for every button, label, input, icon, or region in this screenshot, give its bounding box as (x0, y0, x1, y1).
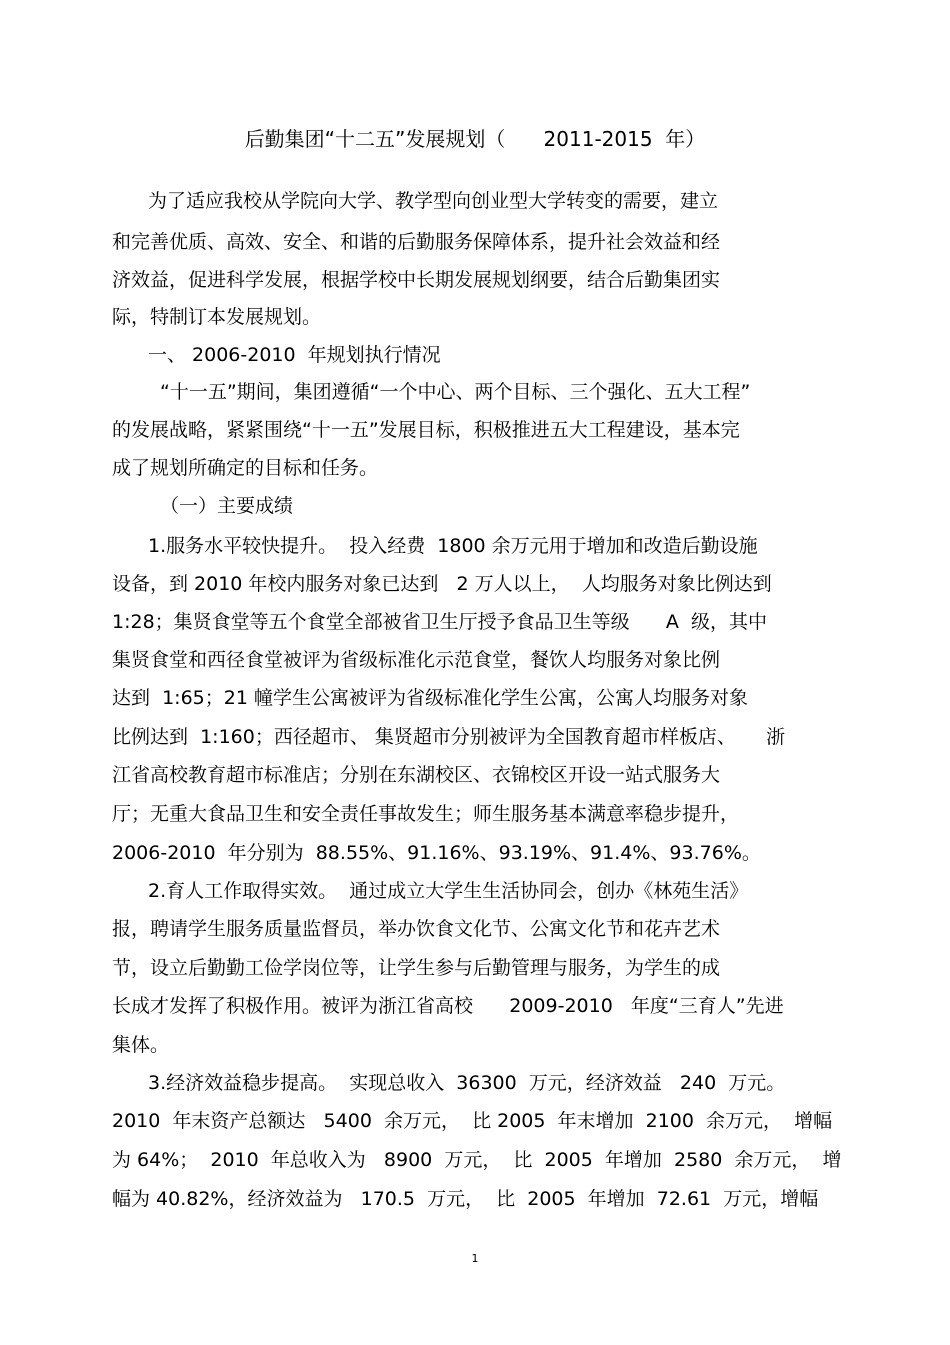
paragraph-line: 幅为 40.82%，经济效益为 170.5 万元， 比 2005 年增加 72.61 万元，增幅 (112, 1188, 819, 1210)
paragraph-line: 的发展战略，紧紧围绕“十一五”发展目标，积极推进五大工程建设，基本完 (112, 419, 740, 441)
paragraph-line: 江省高校教育超市标准店；分别在东湖校区、衣锦校区开设一站式服务大 (112, 764, 721, 786)
paragraph-line: 达到 1:65；21 幢学生公寓被评为省级标准化学生公寓，公寓人均服务对象 (112, 687, 748, 709)
paragraph-line: 集贤食堂和西径食堂被评为省级标准化示范食堂，餐饮人均服务对象比例 (112, 649, 721, 671)
paragraph-line: 1.服务水平较快提升。 投入经费 1800 余万元用于增加和改造后勤设施 (148, 535, 758, 557)
paragraph-line: 厅；无重大食品卫生和安全责任事故发生；师生服务基本满意率稳步提升， (112, 803, 740, 825)
document-title: 后勤集团“十二五”发展规划（ 2011-2015 年） (244, 127, 706, 151)
paragraph-line: 比例达到 1:160；西径超市、 集贤超市分别被评为全国教育超市样板店、 浙 (112, 726, 786, 748)
paragraph-line: 1:28；集贤食堂等五个食堂全部被省卫生厅授予食品卫生等级 A 级，其中 (112, 611, 767, 633)
paragraph-line: 长成才发挥了积极作用。被评为浙江省高校 2009-2010 年度“三育人”先进 (112, 995, 784, 1017)
paragraph-line: 集体。 (112, 1034, 170, 1056)
section-heading: 一、 2006-2010 年规划执行情况 (148, 344, 441, 366)
paragraph-line: 为 64%； 2010 年总收入为 8900 万元， 比 2005 年增加 2580 余万元， 增 (112, 1149, 842, 1171)
page-number: 1 (471, 1252, 479, 1265)
paragraph-line: 3.经济效益稳步提高。 实现总收入 36300 万元，经济效益 240 万元。 (148, 1072, 786, 1094)
paragraph-line: 际，特制订本发展规划。 (112, 306, 322, 328)
subsection-heading: （一）主要成绩 (160, 495, 294, 517)
paragraph-line: 济效益，促进科学发展，根据学校中长期发展规划纲要，结合后勤集团实 (112, 269, 721, 291)
paragraph-line: 为了适应我校从学院向大学、教学型向创业型大学转变的需要，建立 (148, 190, 719, 212)
paragraph-line: 和完善优质、高效、安全、和谐的后勤服务保障体系，提升社会效益和经 (112, 231, 721, 253)
paragraph-line: 设备，到 2010 年校内服务对象已达到 2 万人以上， 人均服务对象比例达到 (112, 573, 772, 595)
paragraph-line: 2006-2010 年分别为 88.55%、91.16%、93.19%、91.4%、93.76%。 (112, 842, 761, 864)
paragraph-line: 2010 年末资产总额达 5400 余万元， 比 2005 年末增加 2100 余万元， 增幅 (112, 1110, 833, 1132)
paragraph-line: 报，聘请学生服务质量监督员，举办饮食文化节、公寓文化节和花卉艺术 (112, 918, 721, 940)
paragraph-line: 成了规划所确定的目标和任务。 (112, 457, 379, 479)
paragraph-line: 节，设立后勤勤工俭学岗位等，让学生参与后勤管理与服务，为学生的成 (112, 957, 721, 979)
paragraph-line: “十一五”期间，集团遵循“一个中心、两个目标、三个强化、五大工程” (160, 381, 751, 403)
paragraph-line: 2.育人工作取得实效。 通过成立大学生生活协同会，创办《林苑生活》 (148, 880, 749, 902)
